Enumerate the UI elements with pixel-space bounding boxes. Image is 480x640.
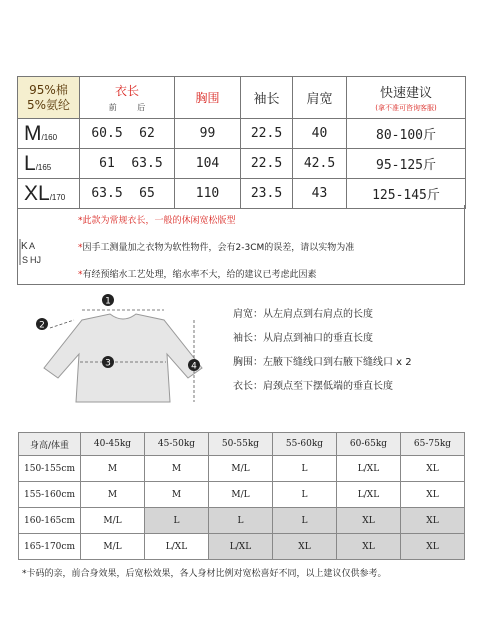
advice-value: 80-100斤 [347, 119, 466, 149]
footnote-text: *卡码的亲，前合身效果，后宽松效果，各人身材比例对宽松喜好不同，以上建议仅供参考。 [22, 569, 387, 579]
marker-1-label: 1 [105, 296, 111, 307]
shoulder-value: 43 [293, 179, 347, 209]
note-style: *此款为常规衣长，一般的休闲宽松版型 [78, 216, 236, 226]
chest-header: 胸围 [175, 77, 241, 119]
length-subheader [80, 102, 174, 113]
height-cell: 155-160cm [19, 482, 81, 508]
brand-logo [18, 235, 56, 269]
note-measure-error: *因手工测量加之衣物为软性物件，会有2-3CM的误差，请以实物为准 [78, 243, 355, 253]
size-row [18, 179, 466, 209]
tshirt-measure-diagram [22, 290, 222, 408]
size-cell: L [145, 508, 209, 534]
recommend-header-row [19, 433, 465, 456]
size-cell: L/XL [209, 534, 273, 560]
advice-header [347, 77, 466, 119]
marker-3-label: 3 [105, 358, 111, 369]
size-cell: L/XL [145, 534, 209, 560]
size-height: /170 [49, 192, 66, 202]
size-cell: L [209, 508, 273, 534]
footnote [22, 566, 387, 579]
size-cell: M [145, 482, 209, 508]
weight-header: 65-75kg [401, 433, 465, 456]
size-cell: M/L [81, 508, 145, 534]
length-front: 60.5 [91, 126, 123, 141]
size-cell: XL [401, 482, 465, 508]
size-height: /165 [35, 162, 52, 172]
length-back: 63.5 [131, 156, 163, 171]
length-values [80, 149, 175, 179]
size-cell: XL [401, 456, 465, 482]
size-cell: XL [337, 508, 401, 534]
fabric-cell [18, 77, 80, 119]
size-cell: M [81, 456, 145, 482]
size-row [18, 149, 466, 179]
shoulder-header: 肩宽 [293, 77, 347, 119]
length-front: 63.5 [91, 186, 123, 201]
length-back: 65 [139, 186, 155, 201]
weight-header: 45-50kg [145, 433, 209, 456]
table-row [19, 456, 465, 482]
sleeve-value: 23.5 [241, 179, 293, 209]
note-measure-text: 因手工测量加之衣物为软性物件，会有2-3CM的误差，请以实物为准 [82, 243, 355, 253]
size-cell: XL [401, 534, 465, 560]
length-label: 衣长 [114, 84, 139, 98]
size-label [18, 179, 80, 209]
table-row [19, 534, 465, 560]
table-row [19, 482, 465, 508]
def-sleeve: 袖长：从肩点到袖口的垂直长度 [233, 333, 373, 344]
length-front: 61 [99, 156, 115, 171]
size-cell: M/L [209, 482, 273, 508]
chest-value: 99 [175, 119, 241, 149]
sleeve-value: 22.5 [241, 149, 293, 179]
tshirt-shape [44, 314, 202, 402]
size-label [18, 149, 80, 179]
advice-value: 95-125斤 [347, 149, 466, 179]
size-cell: L/XL [337, 482, 401, 508]
advice-value: 125-145斤 [347, 179, 466, 209]
svg-text:K: K [21, 241, 28, 252]
size-row [18, 119, 466, 149]
fabric-line-2: 5%氨纶 [26, 97, 71, 112]
length-back-label: 后 [137, 103, 146, 112]
marker-2-label: 2 [39, 320, 45, 331]
length-back: 62 [139, 126, 155, 141]
size-cell: M/L [81, 534, 145, 560]
size-cell: L [273, 508, 337, 534]
size-recommend-table [18, 432, 465, 560]
size-name: XL [24, 181, 50, 205]
weight-header: 55-60kg [273, 433, 337, 456]
chest-value: 104 [175, 149, 241, 179]
table-row [19, 508, 465, 534]
svg-text:HJ: HJ [30, 255, 41, 265]
def-chest: 胸围：左腋下缝线口到右腋下缝线口 x 2 [233, 357, 412, 368]
shoulder-value: 40 [293, 119, 347, 149]
svg-text:A: A [29, 241, 36, 251]
size-cell: L [273, 456, 337, 482]
size-cell: L [273, 482, 337, 508]
fabric-line-1: 95%棉 [29, 82, 68, 97]
advice-label: 快速建议 [379, 86, 432, 101]
chest-value: 110 [175, 179, 241, 209]
weight-header: 50-55kg [209, 433, 273, 456]
size-cell: XL [273, 534, 337, 560]
size-cell: XL [401, 508, 465, 534]
size-label [18, 119, 80, 149]
height-cell: 160-165cm [19, 508, 81, 534]
size-cell: XL [337, 534, 401, 560]
weight-header: 40-45kg [81, 433, 145, 456]
length-front-label: 前 [108, 103, 117, 112]
note-shrink: *有经预缩水工艺处理，缩水率不大，给的建议已考虑此因素 [78, 270, 317, 280]
marker-4-label: 4 [191, 361, 197, 372]
sleeve-header: 袖长 [241, 77, 293, 119]
corner-header: 身高/体重 [19, 433, 81, 456]
size-name: L [24, 151, 36, 175]
shoulder-value: 42.5 [293, 149, 347, 179]
sleeve-arrow [50, 320, 74, 328]
size-cell: L/XL [337, 456, 401, 482]
size-height: /160 [41, 132, 58, 142]
notes-box [17, 205, 465, 285]
length-header [80, 77, 175, 119]
height-cell: 165-170cm [19, 534, 81, 560]
size-cell: M [81, 482, 145, 508]
svg-text:S: S [22, 255, 29, 265]
size-cell: M [145, 456, 209, 482]
weight-header: 60-65kg [337, 433, 401, 456]
advice-note: (拿不准可咨询客服) [375, 104, 437, 112]
length-values [80, 179, 175, 209]
def-length: 衣长：肩颈点至下摆低端的垂直长度 [233, 381, 393, 392]
def-shoulder: 肩宽：从左肩点到右肩点的长度 [233, 309, 373, 320]
length-values [80, 119, 175, 149]
height-cell: 150-155cm [19, 456, 81, 482]
size-chart-table [17, 76, 466, 209]
size-cell: M/L [209, 456, 273, 482]
size-name: M [24, 121, 42, 145]
sleeve-value: 22.5 [241, 119, 293, 149]
note-shrink-text: 有经预缩水工艺处理，缩水率不大，给的建议已考虑此因素 [82, 270, 317, 280]
